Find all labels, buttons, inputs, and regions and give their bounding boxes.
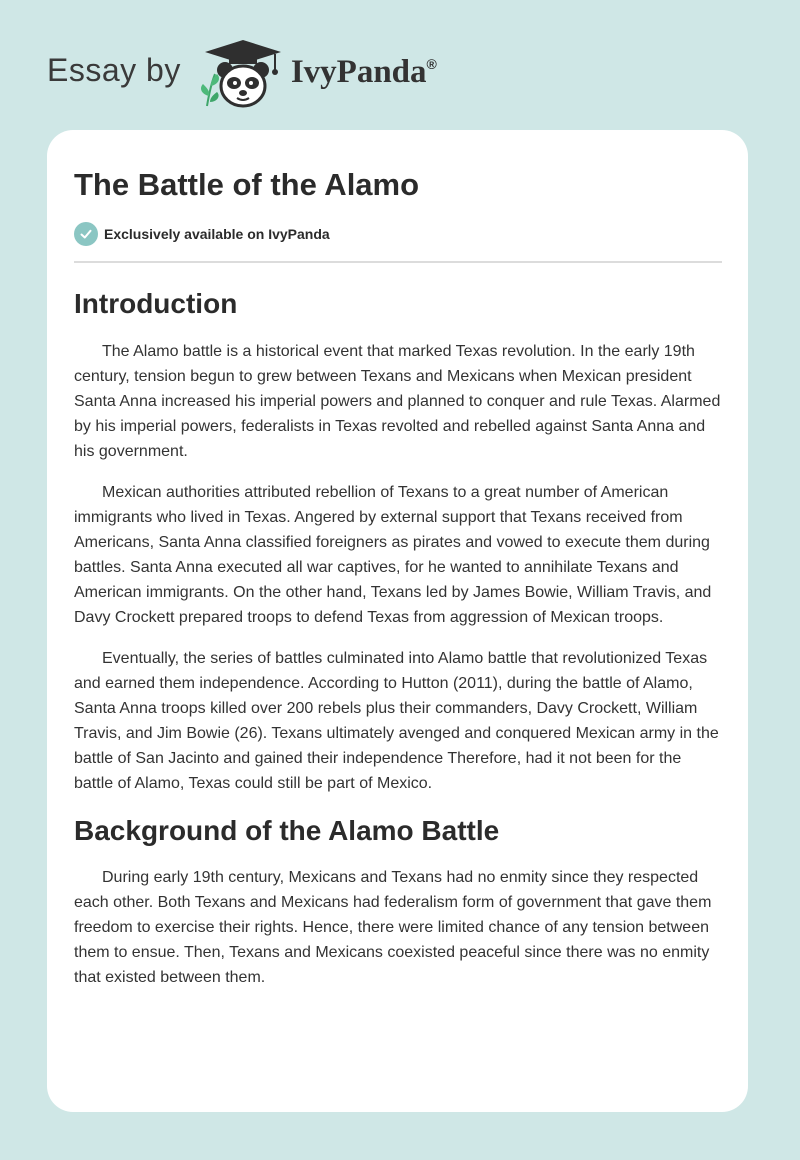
section-introduction — [74, 287, 722, 796]
paragraph: The Alamo battle is a historical event that marked Texas revolution. In the early 19th century, tension begun to grew between Texans and Mexicans when Mexican president Santa Anna increased his imperial powers and planned to conquer and rule Texas. Alarmed by his imperial powers, federalists in Texas revolted and rebelled against Santa Anna and his government. — [74, 342, 721, 460]
paragraph: During early 19th century, Mexicans and Texans had no enmity since they respected each other. Both Texans and Mexicans had federalism form of government that gave them freedom to exercise their rights. Hence, there were limited chance of any tension between them to ensue. Then, Texans and Mexicans coexisted peaceful since there was no enmity that existed between them. — [74, 869, 712, 987]
paragraph: Eventually, the series of battles culminated into Alamo battle that revolutionized Texas and earned them independence. According to Hutton (2011), during the battle of Alamo, Santa Anna troops killed over 200 rebels plus their commanders, Davy Crockett, William Travis, and Jim Bowie (26). Texans ultimately avenged and conquered Mexican army in the battle of San Jacinto and gained their independence Therefore, had it not been for the battle of Alamo, Texas could still be part of Mexico. — [74, 649, 719, 792]
section-background — [74, 814, 722, 991]
check-circle-icon — [74, 222, 98, 246]
exclusive-badge-text: Exclusively available on IvyPanda — [104, 226, 330, 243]
title-divider — [74, 261, 722, 263]
section-heading: Background of the Alamo Battle — [74, 814, 500, 846]
brand-name-text: IvyPanda — [290, 53, 427, 90]
brand-header — [47, 36, 437, 110]
essay-card — [47, 130, 748, 1112]
exclusive-badge — [74, 222, 722, 246]
registered-mark: ® — [426, 55, 437, 72]
panda-graduate-icon — [197, 36, 289, 110]
paragraph: Mexican authorities attributed rebellion of Texans to a great number of American immigrants who lived in Texas. Angered by external support that Texans received from Americans, Santa Anna classified foreigners as pirates and vowed to execute them during battles. Santa Anna executed all war captives, for he wanted to annihilate Texans and American immigrants. On the other hand, Texans led by James Bowie, William Travis, and Davy Crockett prepared troops to defend Texas from aggression of Mexican troops. — [74, 483, 712, 626]
essay-by-label: Essay by — [47, 51, 181, 88]
page-title: The Battle of the Alamo — [74, 167, 420, 202]
section-heading: Introduction — [74, 288, 238, 320]
brand-name — [291, 54, 437, 91]
